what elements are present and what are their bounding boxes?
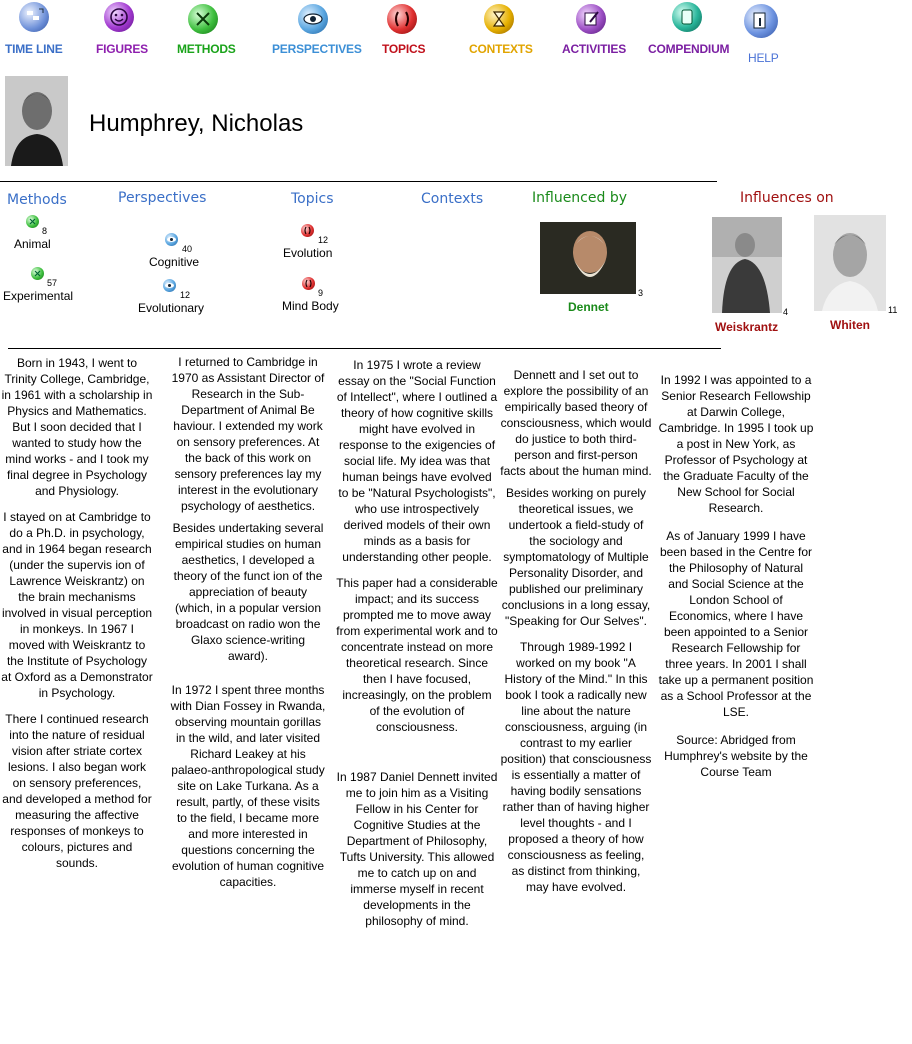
perspectives-heading: Perspectives	[118, 190, 207, 206]
bio-paragraph: Besides undertaking several empirical studies on human aesthetics, I developed a theory of the funct ion of the appreciation of beauty (which, in a popular version broadcast on radio won the Glaxo science-writing award).	[172, 521, 324, 663]
timeline-icon	[19, 2, 49, 32]
dennett-photo	[540, 222, 636, 294]
perspectives-icon	[163, 279, 176, 292]
nav-topics[interactable]	[382, 2, 428, 58]
method-item[interactable]	[0, 214, 70, 250]
bio-paragraph: This paper had a considerable impact; and its success prompted me to move away from experimental work and to concentrate instead on more theoretical research. Since then I have focused, increasingly, on the problem of the evolution of consciousness.	[336, 576, 498, 734]
perspectives-icon	[298, 4, 328, 34]
methods-heading: Methods	[7, 192, 67, 208]
influences-on-count: 4	[783, 307, 789, 317]
nav-contexts[interactable]	[469, 2, 535, 58]
contexts-icon	[484, 4, 514, 34]
nav-label: TIME LINE	[5, 42, 63, 56]
topics-icon	[301, 224, 314, 237]
bio-paragraph: I returned to Cambridge in 1970 as Assistant Director of Research in the Sub-Department of Animal Be haviour. I extended my work on sensory preferences. At the back of this work on sensory preferences lay my interest in the evolutionary psychology of aesthetics.	[171, 355, 325, 513]
nav-compendium[interactable]	[648, 2, 732, 58]
nav-figures[interactable]	[96, 2, 146, 58]
figures-icon	[104, 2, 134, 32]
perspective-item[interactable]	[136, 278, 226, 316]
influences-on-name: Whiten	[830, 318, 870, 332]
help-icon	[744, 4, 778, 38]
whiten-photo	[814, 215, 886, 311]
method-item[interactable]	[0, 266, 80, 304]
perspective-item[interactable]	[140, 232, 220, 270]
portrait-photo	[5, 76, 68, 166]
bio-paragraph: In 1972 I spent three months with Dian Fossey in Rwanda, observing mountain gorillas in the wild, and later visited Richard Leakey at his palaeo-anthropological study site on Lake Turkana. As a result, partly, of these visits to the field, I became more and more interested in questions concerning the evolution of human cognitive capacities.	[170, 683, 326, 889]
nav-perspectives[interactable]	[272, 2, 362, 58]
bio-paragraph: In 1987 Daniel Dennett invited me to join him as a Visiting Fellow in his Center for Cognitive Studies at the Department of Philosophy, Tufts University. This allowed me to catch up on and immerse myself in recent developments in the philosophy of mind.	[336, 770, 498, 928]
topic-item[interactable]	[280, 223, 350, 261]
influences-on-item[interactable]	[710, 215, 800, 335]
bio-column-4	[500, 367, 652, 905]
method-count: 57	[47, 278, 58, 288]
topic-label: Mind Body	[282, 299, 339, 313]
bio-paragraph: Through 1989-1992 I worked on my book "A History of the Mind." In this book I took a radically new line about the nature consciousness, arguing (in contrast to my earlier position) that consciousness is essentially a matter of having bodily sensations rather than of having higher level thoughts - and I proposed a theory of how consciousness as feeling, as distinct from thinking, may have evolved.	[500, 640, 652, 894]
influences-on-heading: Influences on	[740, 190, 834, 206]
weiskrantz-photo	[712, 217, 782, 313]
topics-icon	[302, 277, 315, 290]
contexts-heading: Contexts	[421, 191, 484, 207]
perspective-count: 40	[182, 244, 193, 254]
activities-icon	[576, 4, 606, 34]
bio-column-3	[336, 357, 498, 939]
nav-help[interactable]	[742, 4, 782, 64]
influenced-by-item[interactable]	[538, 220, 648, 316]
nav-label: HELP	[748, 51, 779, 65]
bio-paragraph: Born in 1943, I went to Trinity College, Cambridge, in 1961 with a scholarship in Physics and Mathematics. But I soon decided that I wanted to study how the mind works - and I took my final degree in Psychology and Physiology.	[1, 356, 153, 498]
perspectives-icon	[165, 233, 178, 246]
nav-label: METHODS	[177, 42, 236, 56]
bio-paragraph: Source: Abridged from Humphrey's website by the Course Team	[664, 733, 808, 779]
method-count: 8	[42, 226, 48, 236]
nav-label: ACTIVITIES	[562, 42, 627, 56]
topic-count: 12	[318, 235, 329, 245]
nav-label: FIGURES	[96, 42, 148, 56]
compendium-icon	[672, 2, 702, 32]
nav-label: COMPENDIUM	[648, 42, 730, 56]
methods-icon	[31, 267, 44, 280]
bio-column-2	[170, 354, 326, 900]
nav-methods[interactable]	[177, 2, 237, 58]
nav-activities[interactable]	[562, 2, 628, 58]
influenced-by-count: 3	[638, 288, 644, 298]
topic-label: Evolution	[283, 246, 333, 260]
method-label: Experimental	[3, 289, 74, 303]
methods-icon	[188, 4, 218, 34]
person-name: Humphrey, Nicholas	[89, 110, 304, 137]
bio-column-5	[658, 372, 814, 790]
topics-icon	[387, 4, 417, 34]
influences-on-count: 11	[888, 305, 898, 315]
nav-label: CONTEXTS	[469, 42, 533, 56]
bio-paragraph: There I continued research into the nature of residual vision after striate cortex lesions. I also began work on sensory preferences, and developed a method for measuring the affective responses of monkeys to colours, pictures and sounds.	[2, 712, 152, 870]
influenced-by-name: Dennet	[568, 300, 609, 314]
bio-paragraph: Besides working on purely theoretical issues, we undertook a field-study of the sociology and symptomatology of Multiple Personality Disorder, and published our preliminary conclusions in a long essay, "Speaking for Our Selves".	[501, 486, 651, 628]
perspective-label: Cognitive	[149, 255, 200, 269]
bio-paragraph: I stayed on at Cambridge to do a Ph.D. in psychology, and in 1964 began research (under the supervis ion of Lawrence Weiskrantz) on the brain mechanisms involved in visual perception in monkeys. In 1967 I moved with Weiskrantz to the Institute of Psychology at Oxford as a Demonstrator in Psychology.	[1, 510, 153, 700]
bio-column-1	[1, 355, 153, 881]
perspective-label: Evolutionary	[138, 301, 205, 315]
perspective-count: 12	[180, 290, 191, 300]
influences-on-name: Weiskrantz	[715, 320, 779, 334]
topic-item[interactable]	[280, 276, 360, 314]
nav-label: TOPICS	[382, 42, 426, 56]
influences-on-item[interactable]	[812, 213, 902, 333]
divider-top	[0, 181, 717, 182]
bio-paragraph: Dennett and I set out to explore the possibility of an empirically based theory of consciousness, which would do justice to both third-person and first-person facts about the human mind.	[500, 368, 652, 478]
nav-timeline[interactable]	[5, 2, 63, 58]
bio-paragraph: In 1975 I wrote a review essay on the "Social Function of Intellect", where I outlined a theory of how cognitive skills might have evolved in response to the exigencies of social life. My idea was that human beings have evolved to be "Natural Psychologists", who use introspectively derived models of their own minds as a basis for understanding other people.	[336, 358, 498, 564]
influenced-by-heading: Influenced by	[532, 190, 627, 206]
bio-paragraph: As of January 1999 I have been based in the Centre for the Philosophy of Natural and Social Science at the London School of Economics, where I have been appointed to a Senior Research Fellowship for three years. In 2001 I shall take up a permanent position as a School Professor at the LSE.	[658, 529, 814, 719]
topics-heading: Topics	[291, 191, 334, 207]
methods-icon	[26, 215, 39, 228]
bio-paragraph: In 1992 I was appointed to a Senior Research Fellowship at Darwin College, Cambridge. In 1995 I took up a post in New York, as Professor of Psychology at the Graduate Faculty of the New School for Social Research.	[658, 373, 814, 515]
divider-bottom	[8, 348, 721, 349]
topic-count: 9	[318, 288, 324, 298]
nav-label: PERSPECTIVES	[272, 42, 362, 56]
method-label: Animal	[14, 237, 51, 251]
